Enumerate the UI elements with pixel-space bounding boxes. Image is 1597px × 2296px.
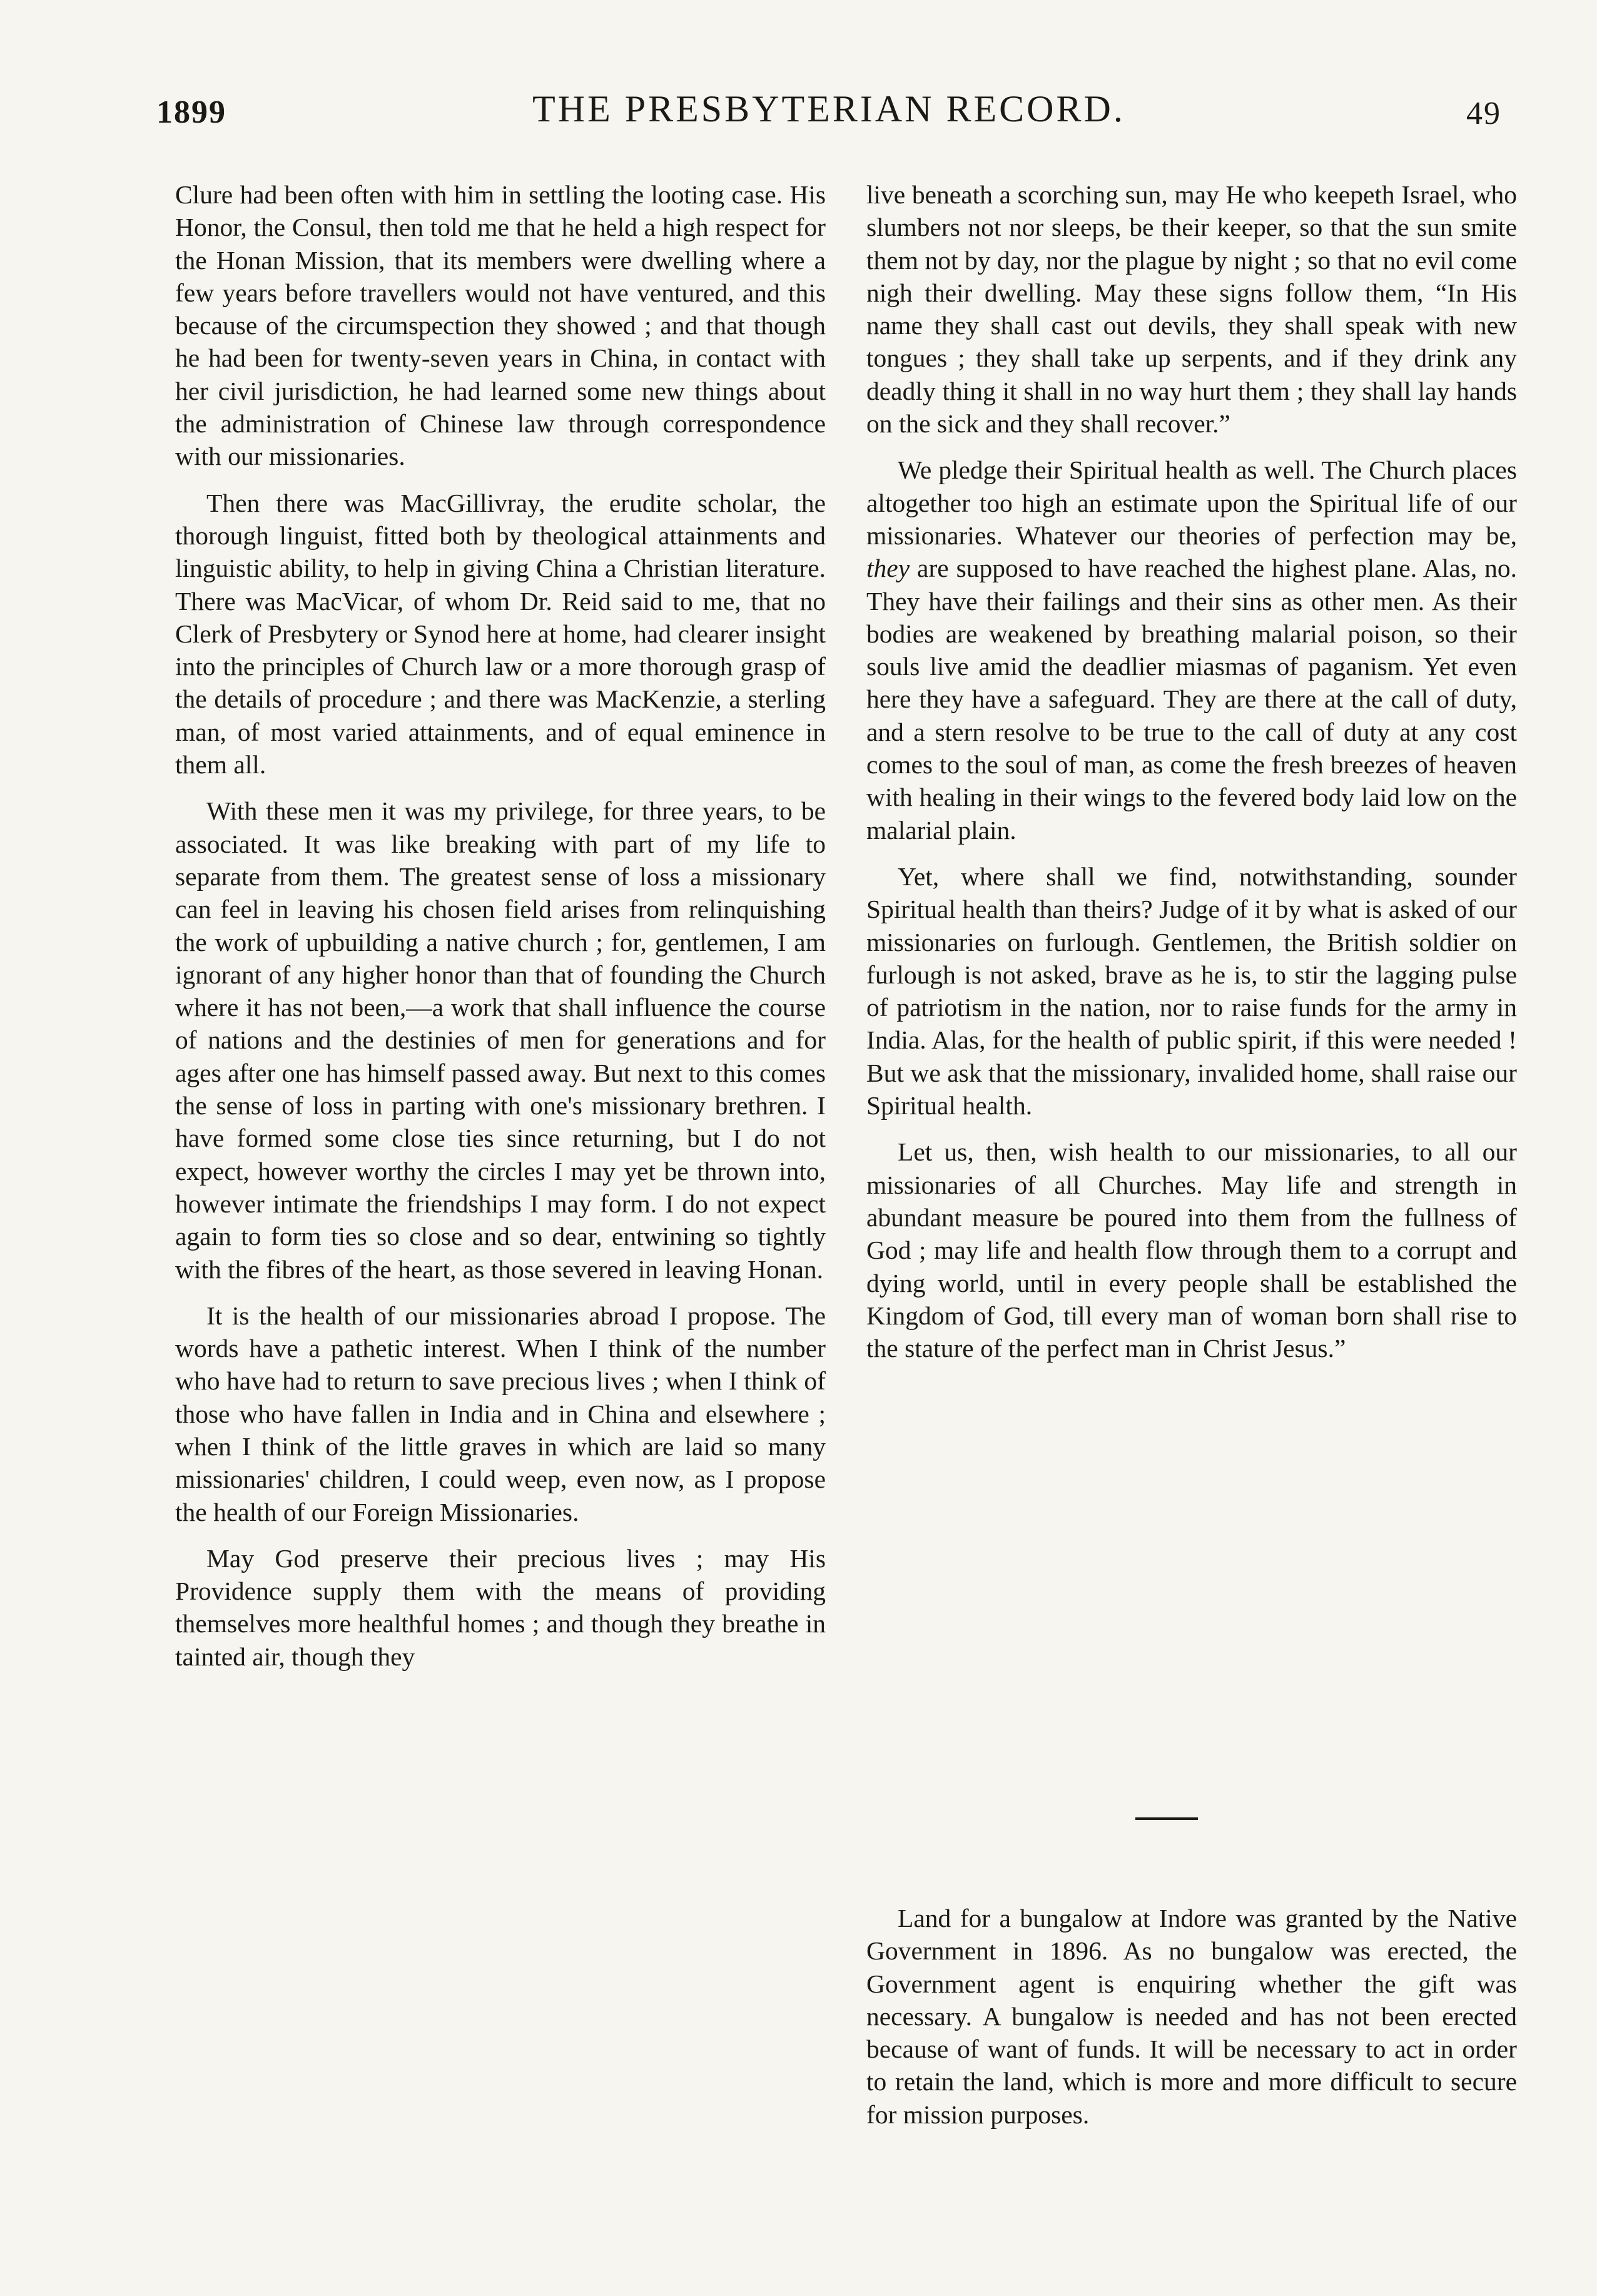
paragraph: Then there was MacGillivray, the erudite scholar, the thorough linguist, fitted both by theological attainments and linguistic ability, to help in giving China a Christian literature. There was MacVicar, of whom Dr. Reid said to me, that no Clerk of Presbytery or Synod here at home, had clearer insight into the principles of Church law or a more thorough grasp of the details of procedure ; and there was MacKenzie, a sterling man, of most varied attainments, and of equal eminence in them all. <box>175 488 826 780</box>
paragraph: Clure had been often with him in settling the looting case. His Honor, the Consul, then told me that he held a high respect for the Honan Mission, that its members were dwelling where a few years before travellers would not have ventured, and this because of the circumspection they showed ; and that though he had been for twenty-seven years in China, in contact with her civil jurisdiction, he had learned some new things about the administration of Chinese law through correspondence with our missionaries. <box>175 180 826 471</box>
section-divider <box>1135 1817 1198 1820</box>
page-number: 49 <box>1466 96 1501 131</box>
right-column <box>866 178 1517 1378</box>
paragraph: It is the health of our missionaries abroad I propose. The words have a pathetic interest. When I think of the number who have had to return to save precious lives ; when I think of those who have fallen in India and in China and elsewhere ; when I think of the little graves in which are laid so many missionaries' children, I could weep, even now, as I propose the health of our Foreign Missionaries. <box>175 1301 826 1526</box>
paragraph: Let us, then, wish health to our missionaries, to all our missionaries of all Churches. May life and strength in abundant measure be poured into them from the fullness of God ; may life and health flow through them to a corrupt and dying world, until in every people shall be established the Kingdom of God, till every man of woman born shall rise to the stature of the perfect man in Christ Jesus.” <box>866 1137 1517 1363</box>
paragraph: Yet, where shall we find, notwithstanding, sounder Spiritual health than theirs? Judge of it by what is asked of our missionaries on furlough. Gentlemen, the British soldier on furlough is not asked, brave as he is, to stir the lagging pulse of patriotism in the nation, nor to raise funds for the army in India. Alas, for the health of public spirit, if this were needed ! But we ask that the missionary, invalided home, shall raise our Spiritual health. <box>866 861 1517 1120</box>
paragraph: Land for a bungalow at Indore was granted by the Native Government in 1896. As no bungalow was erected, the Government agent is enquiring whether the gift was necessary. A bungalow is needed and has not been erected because of want of funds. It will be necessary to act in order to retain the land, which is more and more difficult to secure for mission purposes. <box>866 1904 1517 2129</box>
paragraph: live beneath a scorching sun, may He who keepeth Israel, who slumbers not nor sleeps, be their keeper, so that the sun smite them not by day, nor the plague by night ; so that no evil come nigh their dwelling. May these signs follow them, “In His name they shall cast out devils, they shall speak with new tongues ; they shall take up serpents, and if they drink any deadly thing it shall in no way hurt them ; they shall lay hands on the sick and they shall recover.” <box>866 180 1517 439</box>
paragraph: With these men it was my privilege, for three years, to be associated. It was like breaking with part of my life to separate from them. The greatest sense of loss a missionary can feel in leaving his chosen field arises from relinquishing the work of upbuilding a native church ; for, gentlemen, I am ignorant of any higher honor than that of founding the Church where it has not been,—a work that shall influence the course of nations and the destinies of men for generations and for ages after one has himself passed away. But next to this comes the sense of loss in parting with one's missionary brethren. I have formed some close ties since returning, but I do not expect, however worthy the circles I may yet be thrown into, however intimate the friendships I may form. I do not expect again to form ties so close and so dear, entwining so tightly with the fibres of the heart, as those severed in leaving Honan. <box>175 796 826 1284</box>
news-note <box>866 1902 1517 2145</box>
paragraph: May God preserve their precious lives ; may His Providence supply them with the means of providing themselves more healthful homes ; and though they breathe in tainted air, though they <box>175 1543 826 1671</box>
paragraph-text: are supposed to have reached the highest plane. Alas, no. They have their failings and their sins as other men. As their bodies are weakened by breathing malarial poison, so their souls live amid the deadlier miasmas of paganism. Yet even here they have a safeguard. They are there at the call of duty, and a stern resolve to be true to the call of duty at any cost comes to the soul of man, as come the fresh breezes of heaven with healing in their wings to the fevered body laid low on the malarial plain. <box>866 554 1517 845</box>
header-year: 1899 <box>156 94 226 130</box>
paragraph <box>866 454 1517 846</box>
left-column <box>175 178 826 1687</box>
paragraph-text: We pledge their Spiritual health as well. The Church places altogether too high an estimate upon the Spiritual life of our missionaries. Whatever our theories of perfection may be, <box>866 455 1517 550</box>
emphasis-text: they <box>866 554 910 583</box>
running-header <box>156 88 1501 144</box>
publication-title: THE PRESBYTERIAN RECORD. <box>532 88 1125 130</box>
